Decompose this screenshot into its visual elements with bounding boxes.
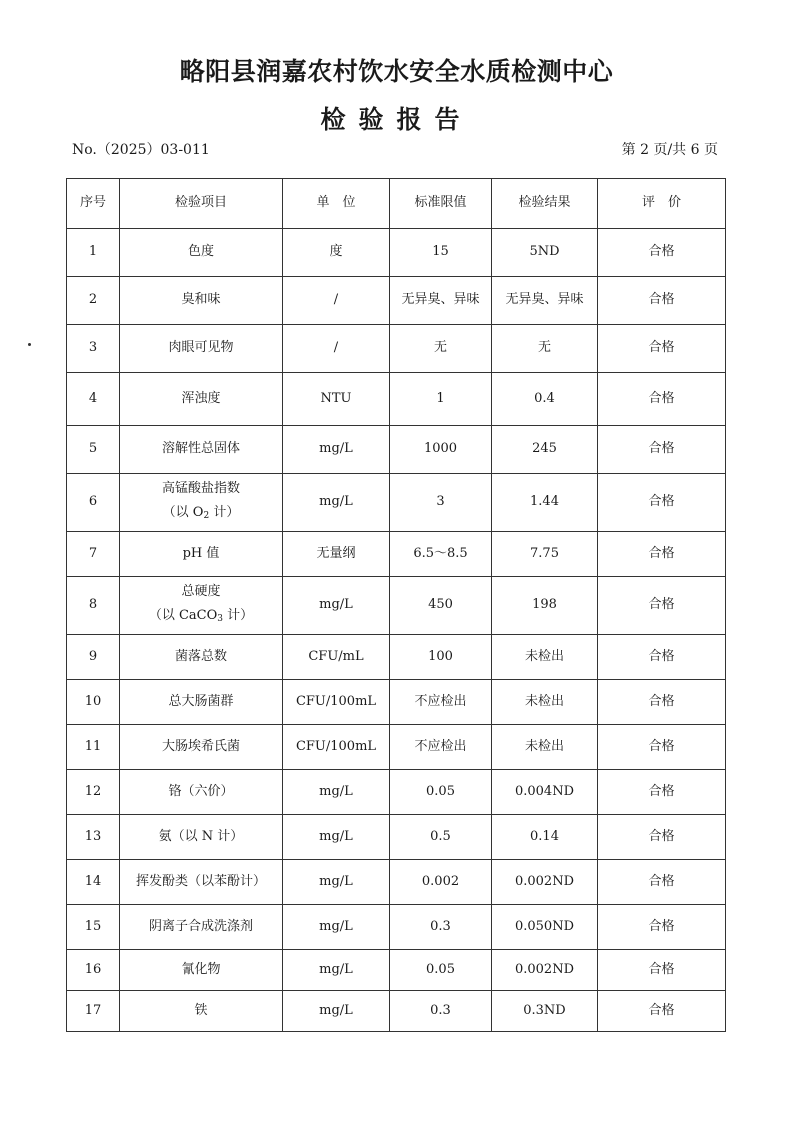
cell-result: 0.002ND <box>492 950 598 991</box>
item-basis-note <box>120 501 282 528</box>
cell-result: 0.004ND <box>492 770 598 815</box>
cell-limit: 无 <box>390 325 492 373</box>
cell-limit: 0.002 <box>390 860 492 905</box>
cell-unit: mg/L <box>283 426 390 474</box>
cell-result: 198 <box>492 577 598 635</box>
cell-unit: mg/L <box>283 950 390 991</box>
table-header-row <box>67 179 726 229</box>
cell-limit: 不应检出 <box>390 680 492 725</box>
cell-item: 氰化物 <box>120 950 283 991</box>
cell-unit: mg/L <box>283 991 390 1032</box>
cell-no: 10 <box>67 680 120 725</box>
cell-limit: 0.3 <box>390 991 492 1032</box>
col-header-no: 序号 <box>67 179 120 229</box>
cell-limit: 1 <box>390 373 492 426</box>
cell-item: 氨（以 N 计） <box>120 815 283 860</box>
table-row <box>67 635 726 680</box>
cell-result: 无 <box>492 325 598 373</box>
cell-unit: 度 <box>283 229 390 277</box>
table-row <box>67 680 726 725</box>
cell-eval: 合格 <box>598 770 726 815</box>
cell-unit: mg/L <box>283 770 390 815</box>
col-header-result: 检验结果 <box>492 179 598 229</box>
table-row <box>67 991 726 1032</box>
cell-result: 0.14 <box>492 815 598 860</box>
note-prefix: （以 CaCO <box>148 608 218 623</box>
cell-eval: 合格 <box>598 426 726 474</box>
cell-limit: 3 <box>390 474 492 532</box>
cell-eval: 合格 <box>598 577 726 635</box>
table-row <box>67 532 726 577</box>
cell-item: 铁 <box>120 991 283 1032</box>
cell-unit: mg/L <box>283 815 390 860</box>
cell-item: 色度 <box>120 229 283 277</box>
cell-result: 未检出 <box>492 725 598 770</box>
cell-limit: 100 <box>390 635 492 680</box>
cell-result: 未检出 <box>492 680 598 725</box>
page-indicator: 第 2 页/共 6 页 <box>621 142 718 158</box>
cell-no: 6 <box>67 474 120 532</box>
cell-unit: NTU <box>283 373 390 426</box>
cell-eval: 合格 <box>598 815 726 860</box>
col-header-limit: 标准限值 <box>390 179 492 229</box>
cell-limit: 450 <box>390 577 492 635</box>
table-row <box>67 229 726 277</box>
item-basis-note <box>120 604 282 631</box>
cell-result: 0.3ND <box>492 991 598 1032</box>
cell-item: 大肠埃希氏菌 <box>120 725 283 770</box>
cell-eval: 合格 <box>598 532 726 577</box>
cell-item: 阴离子合成洗涤剂 <box>120 905 283 950</box>
cell-no: 15 <box>67 905 120 950</box>
cell-no: 17 <box>67 991 120 1032</box>
table-row <box>67 277 726 325</box>
cell-result: 1.44 <box>492 474 598 532</box>
results-table <box>66 178 726 1032</box>
cell-no: 12 <box>67 770 120 815</box>
item-name: 高锰酸盐指数 <box>161 481 240 496</box>
cell-limit: 0.5 <box>390 815 492 860</box>
cell-eval: 合格 <box>598 277 726 325</box>
cell-unit: mg/L <box>283 474 390 532</box>
cell-no: 3 <box>67 325 120 373</box>
cell-eval: 合格 <box>598 991 726 1032</box>
cell-unit: / <box>283 277 390 325</box>
cell-no: 2 <box>67 277 120 325</box>
cell-result: 0.050ND <box>492 905 598 950</box>
cell-unit: mg/L <box>283 577 390 635</box>
report-number: No.（2025）03-011 <box>72 142 210 158</box>
cell-unit: CFU/mL <box>283 635 390 680</box>
cell-item: 肉眼可见物 <box>120 325 283 373</box>
cell-limit: 0.05 <box>390 950 492 991</box>
cell-item: 菌落总数 <box>120 635 283 680</box>
table-row <box>67 426 726 474</box>
cell-eval: 合格 <box>598 474 726 532</box>
cell-limit: 15 <box>390 229 492 277</box>
cell-limit: 1000 <box>390 426 492 474</box>
table-row <box>67 815 726 860</box>
item-name: 总硬度 <box>181 584 221 599</box>
note-prefix: （以 O <box>162 505 204 520</box>
table-row <box>67 325 726 373</box>
cell-eval: 合格 <box>598 860 726 905</box>
cell-limit: 0.05 <box>390 770 492 815</box>
cell-no: 11 <box>67 725 120 770</box>
cell-no: 4 <box>67 373 120 426</box>
cell-item <box>120 474 283 532</box>
cell-unit: CFU/100mL <box>283 680 390 725</box>
cell-no: 8 <box>67 577 120 635</box>
report-title: 检验报告 <box>320 105 473 134</box>
cell-unit: mg/L <box>283 905 390 950</box>
cell-no: 13 <box>67 815 120 860</box>
cell-eval: 合格 <box>598 229 726 277</box>
cell-unit: 无量纲 <box>283 532 390 577</box>
cell-item: pH 值 <box>120 532 283 577</box>
table-row <box>67 474 726 532</box>
cell-eval: 合格 <box>598 325 726 373</box>
cell-no: 16 <box>67 950 120 991</box>
cell-item: 臭和味 <box>120 277 283 325</box>
table-row <box>67 860 726 905</box>
cell-unit: CFU/100mL <box>283 725 390 770</box>
cell-no: 1 <box>67 229 120 277</box>
table-row <box>67 725 726 770</box>
cell-item: 浑浊度 <box>120 373 283 426</box>
table-row <box>67 770 726 815</box>
table-row <box>67 950 726 991</box>
cell-eval: 合格 <box>598 725 726 770</box>
cell-item: 溶解性总固体 <box>120 426 283 474</box>
table-row <box>67 373 726 426</box>
cell-limit: 0.3 <box>390 905 492 950</box>
cell-limit: 不应检出 <box>390 725 492 770</box>
note-subscript: 3 <box>217 614 224 624</box>
table-row <box>67 905 726 950</box>
cell-eval: 合格 <box>598 373 726 426</box>
cell-no: 5 <box>67 426 120 474</box>
cell-result: 未检出 <box>492 635 598 680</box>
cell-no: 9 <box>67 635 120 680</box>
table-row <box>67 577 726 635</box>
cell-eval: 合格 <box>598 635 726 680</box>
note-suffix: 计） <box>209 505 240 520</box>
scan-speck <box>28 343 31 346</box>
cell-eval: 合格 <box>598 905 726 950</box>
cell-result: 0.4 <box>492 373 598 426</box>
cell-item: 总大肠菌群 <box>120 680 283 725</box>
col-header-item: 检验项目 <box>120 179 283 229</box>
table-body <box>67 229 726 1032</box>
col-header-eval: 评 价 <box>598 179 726 229</box>
cell-limit: 6.5～8.5 <box>390 532 492 577</box>
cell-eval: 合格 <box>598 680 726 725</box>
org-title: 略阳县润嘉农村饮水安全水质检测中心 <box>179 57 614 86</box>
cell-eval: 合格 <box>598 950 726 991</box>
cell-no: 7 <box>67 532 120 577</box>
cell-result: 0.002ND <box>492 860 598 905</box>
cell-limit: 无异臭、异味 <box>390 277 492 325</box>
cell-result: 245 <box>492 426 598 474</box>
col-header-unit: 单 位 <box>283 179 390 229</box>
cell-item: 挥发酚类（以苯酚计） <box>120 860 283 905</box>
cell-no: 14 <box>67 860 120 905</box>
cell-item <box>120 577 283 635</box>
note-subscript: 2 <box>203 511 210 521</box>
cell-unit: mg/L <box>283 860 390 905</box>
cell-result: 7.75 <box>492 532 598 577</box>
note-suffix: 计） <box>223 608 254 623</box>
cell-item: 铬（六价） <box>120 770 283 815</box>
cell-result: 无异臭、异味 <box>492 277 598 325</box>
cell-unit: / <box>283 325 390 373</box>
cell-result: 5ND <box>492 229 598 277</box>
